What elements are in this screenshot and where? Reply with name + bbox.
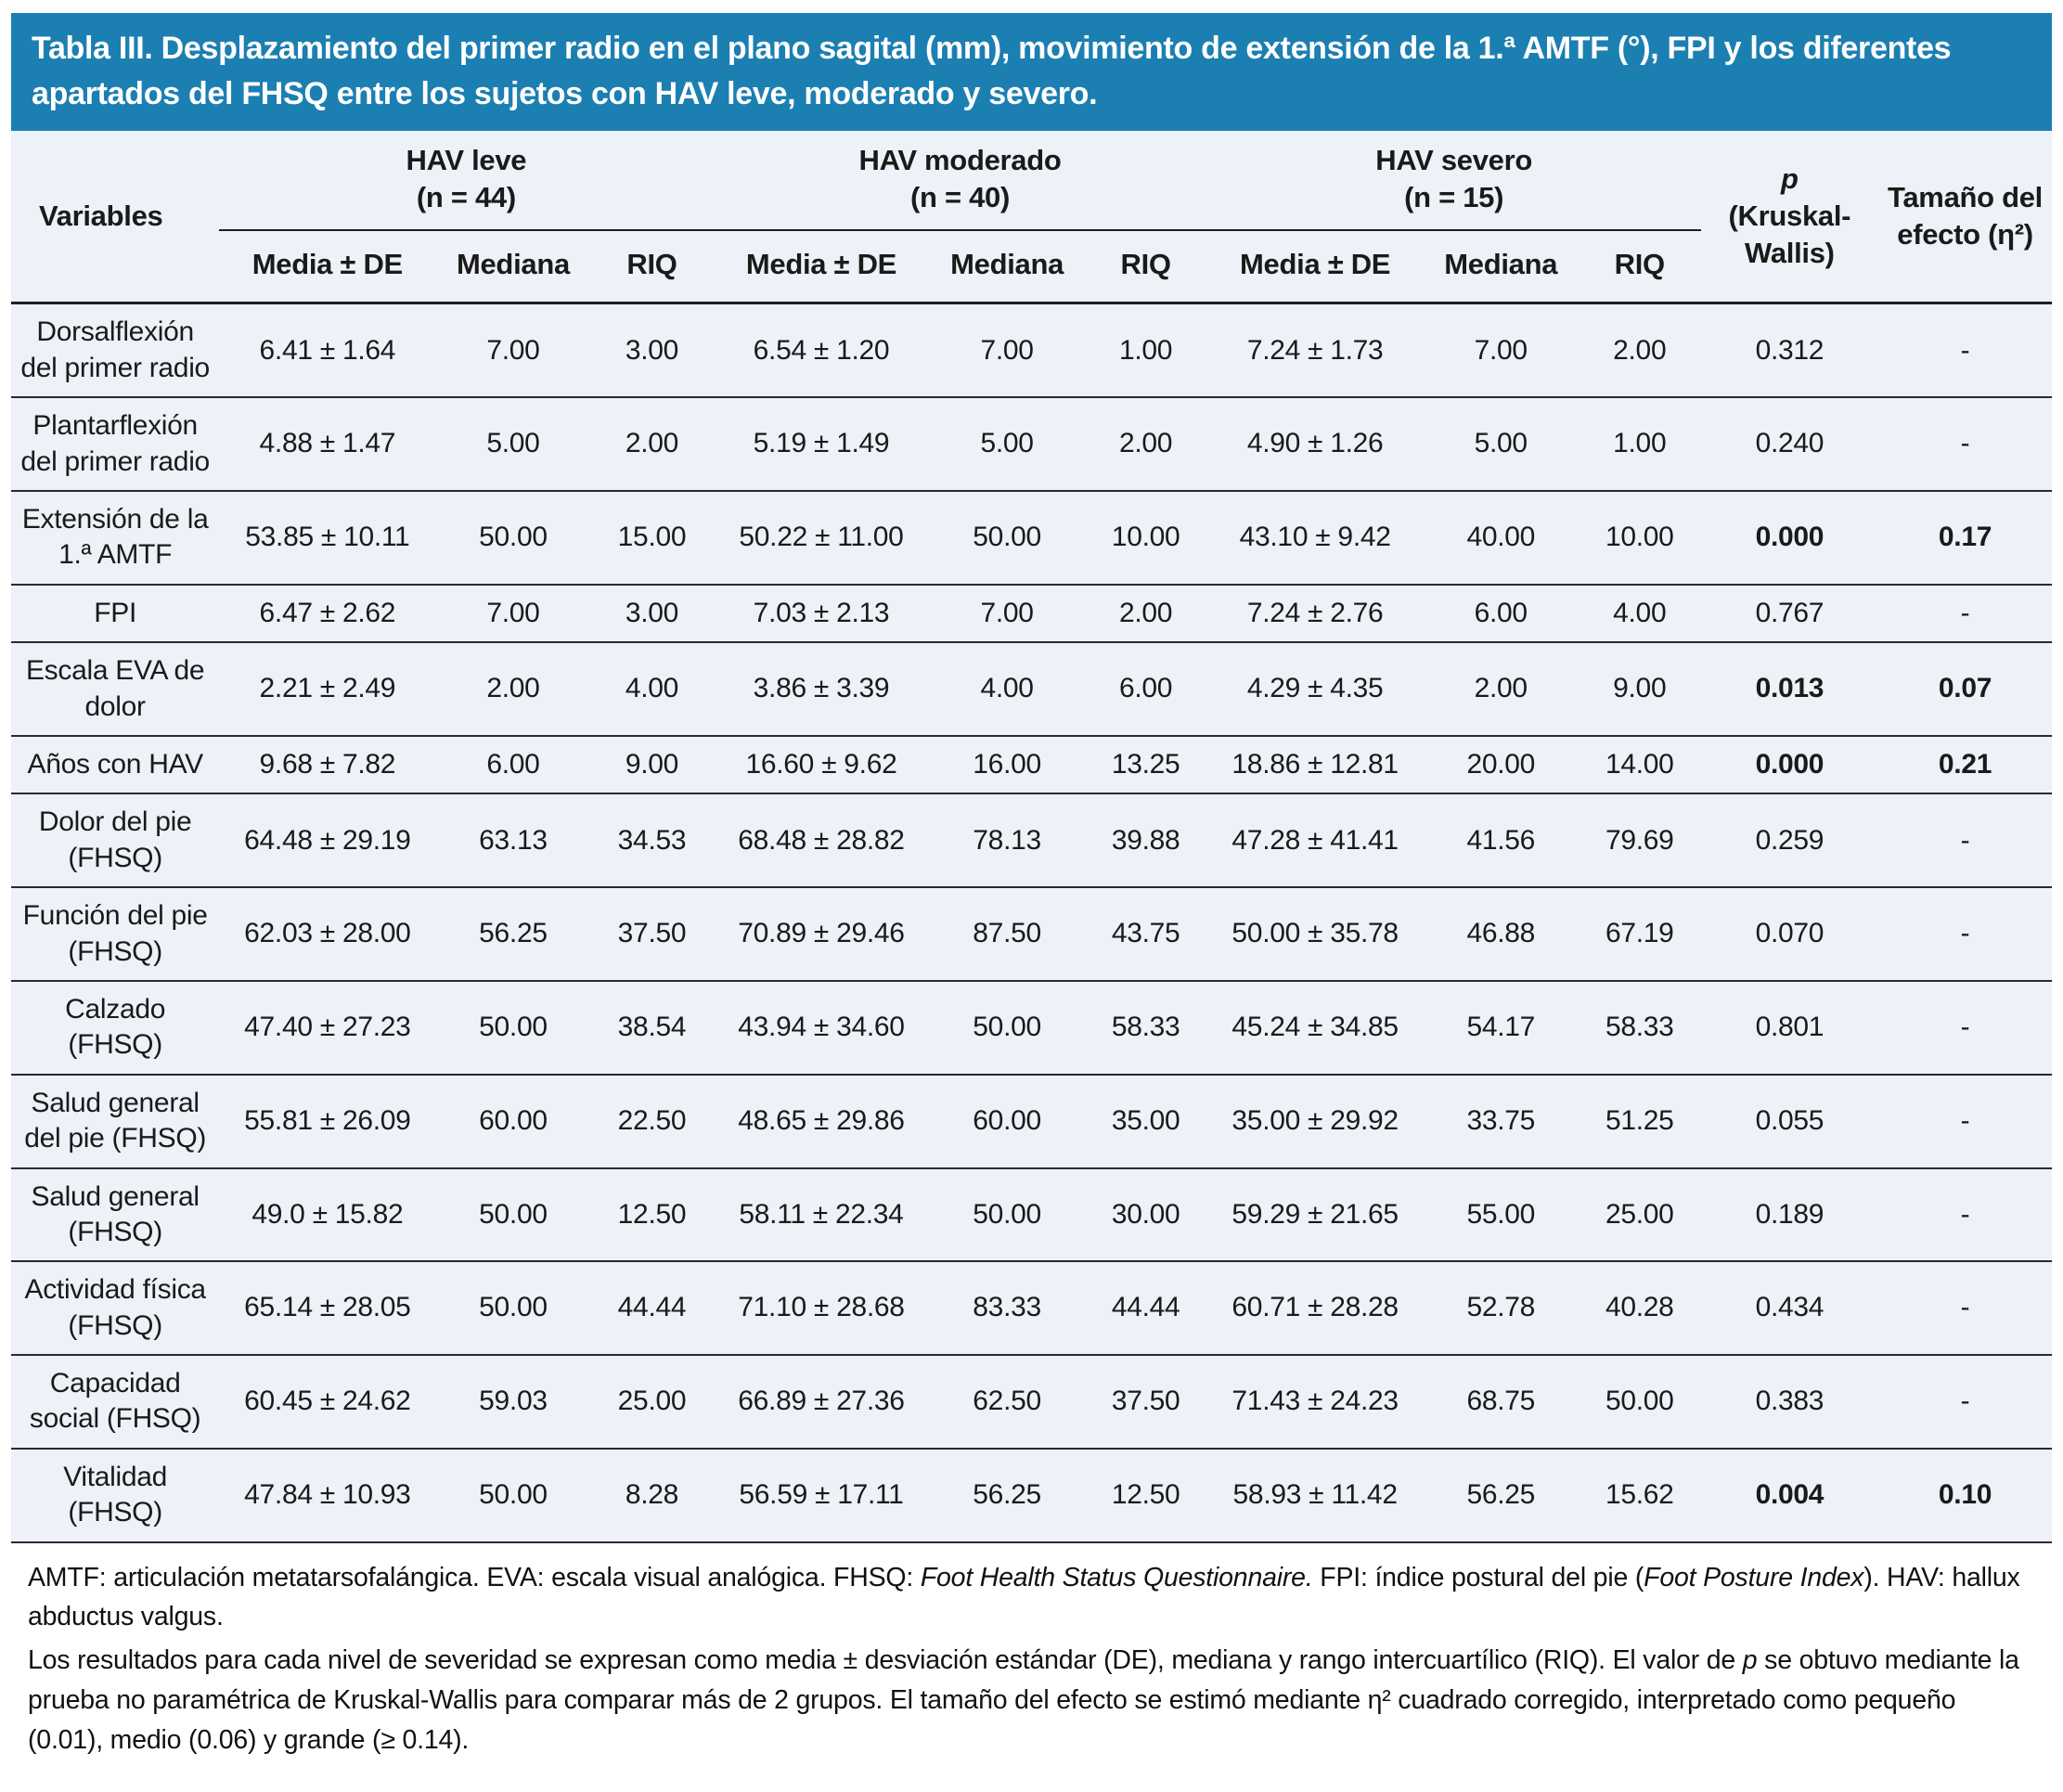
variable-cell: Calzado (FHSQ) xyxy=(11,981,219,1075)
value-cell: 50.22 ± 11.00 xyxy=(713,491,929,585)
value-cell: 50.00 xyxy=(435,981,590,1075)
table-row xyxy=(11,736,2052,793)
value-cell: 70.89 ± 29.46 xyxy=(713,887,929,981)
value-cell: 55.00 xyxy=(1424,1168,1579,1262)
value-cell: 12.50 xyxy=(591,1168,714,1262)
value-cell: 15.62 xyxy=(1579,1449,1701,1542)
table-row xyxy=(11,981,2052,1075)
value-cell: 3.86 ± 3.39 xyxy=(713,642,929,736)
value-cell: 5.00 xyxy=(930,397,1085,491)
p-value-cell: 0.767 xyxy=(1701,585,1878,642)
effect-size-cell: - xyxy=(1878,303,2052,397)
value-cell: 40.28 xyxy=(1579,1261,1701,1355)
effect-size-cell: - xyxy=(1878,397,2052,491)
value-cell: 68.48 ± 28.82 xyxy=(713,793,929,887)
value-cell: 39.88 xyxy=(1085,793,1207,887)
variable-cell: Actividad física (FHSQ) xyxy=(11,1261,219,1355)
value-cell: 6.41 ± 1.64 xyxy=(219,303,435,397)
value-cell: 37.50 xyxy=(1085,1355,1207,1449)
value-cell: 16.60 ± 9.62 xyxy=(713,736,929,793)
value-cell: 71.43 ± 24.23 xyxy=(1207,1355,1424,1449)
group-header-hav-leve xyxy=(219,131,713,231)
value-cell: 58.33 xyxy=(1579,981,1701,1075)
effect-size-cell: 0.07 xyxy=(1878,642,2052,736)
value-cell: 67.19 xyxy=(1579,887,1701,981)
value-cell: 3.00 xyxy=(591,303,714,397)
footnote-segment: FPI: índice postural del pie ( xyxy=(1312,1562,1644,1592)
value-cell: 9.00 xyxy=(1579,642,1701,736)
subheader-riq: RIQ xyxy=(1085,230,1207,303)
value-cell: 10.00 xyxy=(1579,491,1701,585)
value-cell: 50.00 xyxy=(930,981,1085,1075)
p-value-cell: 0.070 xyxy=(1701,887,1878,981)
value-cell: 43.10 ± 9.42 xyxy=(1207,491,1424,585)
value-cell: 6.00 xyxy=(1424,585,1579,642)
value-cell: 71.10 ± 28.68 xyxy=(713,1261,929,1355)
value-cell: 8.28 xyxy=(591,1449,714,1542)
value-cell: 6.47 ± 2.62 xyxy=(219,585,435,642)
value-cell: 48.65 ± 29.86 xyxy=(713,1075,929,1168)
value-cell: 50.00 ± 35.78 xyxy=(1207,887,1424,981)
value-cell: 7.00 xyxy=(930,585,1085,642)
value-cell: 4.00 xyxy=(930,642,1085,736)
table-row xyxy=(11,1449,2052,1542)
value-cell: 35.00 xyxy=(1085,1075,1207,1168)
value-cell: 47.40 ± 27.23 xyxy=(219,981,435,1075)
value-cell: 66.89 ± 27.36 xyxy=(713,1355,929,1449)
value-cell: 6.00 xyxy=(435,736,590,793)
value-cell: 6.54 ± 1.20 xyxy=(713,303,929,397)
table-row xyxy=(11,887,2052,981)
value-cell: 56.59 ± 17.11 xyxy=(713,1449,929,1542)
effect-size-cell: - xyxy=(1878,1355,2052,1449)
value-cell: 13.25 xyxy=(1085,736,1207,793)
value-cell: 4.88 ± 1.47 xyxy=(219,397,435,491)
group-n: (n = 44) xyxy=(416,180,516,213)
effect-size-cell: - xyxy=(1878,1075,2052,1168)
variable-cell: Capacidad social (FHSQ) xyxy=(11,1355,219,1449)
value-cell: 4.90 ± 1.26 xyxy=(1207,397,1424,491)
group-n: (n = 15) xyxy=(1404,180,1504,213)
value-cell: 68.75 xyxy=(1424,1355,1579,1449)
table-row xyxy=(11,1355,2052,1449)
value-cell: 33.75 xyxy=(1424,1075,1579,1168)
value-cell: 41.56 xyxy=(1424,793,1579,887)
variable-cell: Años con HAV xyxy=(11,736,219,793)
p-value-cell: 0.000 xyxy=(1701,736,1878,793)
value-cell: 5.00 xyxy=(435,397,590,491)
variable-cell: Salud general (FHSQ) xyxy=(11,1168,219,1262)
footnote-italic-segment: Foot Health Status Questionnaire. xyxy=(920,1562,1313,1592)
value-cell: 40.00 xyxy=(1424,491,1579,585)
value-cell: 6.00 xyxy=(1085,642,1207,736)
effect-size-cell: 0.10 xyxy=(1878,1449,2052,1542)
value-cell: 47.28 ± 41.41 xyxy=(1207,793,1424,887)
value-cell: 4.00 xyxy=(1579,585,1701,642)
results-table xyxy=(11,131,2052,1543)
value-cell: 2.00 xyxy=(1579,303,1701,397)
value-cell: 5.00 xyxy=(1424,397,1579,491)
value-cell: 18.86 ± 12.81 xyxy=(1207,736,1424,793)
value-cell: 7.00 xyxy=(930,303,1085,397)
value-cell: 50.00 xyxy=(930,491,1085,585)
table-row xyxy=(11,642,2052,736)
value-cell: 55.81 ± 26.09 xyxy=(219,1075,435,1168)
kruskal-wallis-label: (Kruskal-Wallis) xyxy=(1728,199,1851,270)
value-cell: 30.00 xyxy=(1085,1168,1207,1262)
p-value-cell: 0.259 xyxy=(1701,793,1878,887)
p-value-cell: 0.434 xyxy=(1701,1261,1878,1355)
value-cell: 62.03 ± 28.00 xyxy=(219,887,435,981)
value-cell: 60.00 xyxy=(930,1075,1085,1168)
table-title-bar xyxy=(11,13,2052,131)
effect-size-header: Tamaño del efecto (η²) xyxy=(1878,131,2052,303)
table-row xyxy=(11,491,2052,585)
value-cell: 58.11 ± 22.34 xyxy=(713,1168,929,1262)
group-header-hav-moderado xyxy=(713,131,1206,231)
p-value-cell: 0.240 xyxy=(1701,397,1878,491)
value-cell: 63.13 xyxy=(435,793,590,887)
variable-cell: Dolor del pie (FHSQ) xyxy=(11,793,219,887)
value-cell: 34.53 xyxy=(591,793,714,887)
value-cell: 58.93 ± 11.42 xyxy=(1207,1449,1424,1542)
value-cell: 3.00 xyxy=(591,585,714,642)
table-row xyxy=(11,1168,2052,1262)
value-cell: 43.94 ± 34.60 xyxy=(713,981,929,1075)
value-cell: 44.44 xyxy=(591,1261,714,1355)
value-cell: 7.24 ± 1.73 xyxy=(1207,303,1424,397)
value-cell: 54.17 xyxy=(1424,981,1579,1075)
subheader-media-de: Media ± DE xyxy=(713,230,929,303)
effect-size-cell: - xyxy=(1878,1261,2052,1355)
table-title: Tabla III. Desplazamiento del primer radio en el plano sagital (mm), movimiento de extensión de la 1.ª AMTF (°), FPI y los diferentes apartados del FHSQ entre los sujetos con HAV leve, moderado y severo. xyxy=(32,31,1952,112)
table-row xyxy=(11,303,2052,397)
footnote-segment: Los resultados para cada nivel de severidad se expresan como media ± desviación estándar (DE), mediana y rango intercuartílico (RIQ). El valor de xyxy=(28,1645,1743,1676)
value-cell: 9.00 xyxy=(591,736,714,793)
subheader-riq: RIQ xyxy=(591,230,714,303)
p-value-cell: 0.013 xyxy=(1701,642,1878,736)
value-cell: 51.25 xyxy=(1579,1075,1701,1168)
value-cell: 56.25 xyxy=(930,1449,1085,1542)
p-symbol: p xyxy=(1781,161,1799,195)
footnote-segment: ). HAV: hallux abductus valgus. xyxy=(28,1562,2020,1632)
value-cell: 10.00 xyxy=(1085,491,1207,585)
value-cell: 50.00 xyxy=(1579,1355,1701,1449)
p-value-cell: 0.312 xyxy=(1701,303,1878,397)
value-cell: 5.19 ± 1.49 xyxy=(713,397,929,491)
table-row xyxy=(11,397,2052,491)
footnote-segment: AMTF: articulación metatarsofalángica. EVA: escala visual analógica. FHSQ: xyxy=(28,1562,921,1592)
group-header-hav-severo xyxy=(1207,131,1701,231)
table-header xyxy=(11,131,2052,303)
p-value-cell: 0.004 xyxy=(1701,1449,1878,1542)
table-row xyxy=(11,585,2052,642)
value-cell: 35.00 ± 29.92 xyxy=(1207,1075,1424,1168)
footnotes xyxy=(28,1558,2035,1760)
value-cell: 7.03 ± 2.13 xyxy=(713,585,929,642)
group-n: (n = 40) xyxy=(910,180,1010,213)
value-cell: 38.54 xyxy=(591,981,714,1075)
value-cell: 4.00 xyxy=(591,642,714,736)
value-cell: 7.24 ± 2.76 xyxy=(1207,585,1424,642)
value-cell: 1.00 xyxy=(1085,303,1207,397)
value-cell: 45.24 ± 34.85 xyxy=(1207,981,1424,1075)
value-cell: 60.71 ± 28.28 xyxy=(1207,1261,1424,1355)
value-cell: 43.75 xyxy=(1085,887,1207,981)
variable-cell: FPI xyxy=(11,585,219,642)
value-cell: 49.0 ± 15.82 xyxy=(219,1168,435,1262)
subheader-mediana: Mediana xyxy=(930,230,1085,303)
value-cell: 25.00 xyxy=(1579,1168,1701,1262)
value-cell: 58.33 xyxy=(1085,981,1207,1075)
value-cell: 2.00 xyxy=(435,642,590,736)
value-cell: 56.25 xyxy=(1424,1449,1579,1542)
p-value-cell: 0.055 xyxy=(1701,1075,1878,1168)
value-cell: 60.00 xyxy=(435,1075,590,1168)
effect-size-cell: 0.21 xyxy=(1878,736,2052,793)
variable-cell: Extensión de la 1.ª AMTF xyxy=(11,491,219,585)
effect-size-cell: - xyxy=(1878,981,2052,1075)
group-name: HAV moderado xyxy=(858,143,1062,176)
table-row xyxy=(11,1075,2052,1168)
value-cell: 14.00 xyxy=(1579,736,1701,793)
value-cell: 50.00 xyxy=(435,1449,590,1542)
footnote-italic-segment: Foot Posture Index xyxy=(1644,1562,1864,1592)
table-row xyxy=(11,1261,2052,1355)
value-cell: 9.68 ± 7.82 xyxy=(219,736,435,793)
value-cell: 59.29 ± 21.65 xyxy=(1207,1168,1424,1262)
value-cell: 64.48 ± 29.19 xyxy=(219,793,435,887)
p-kruskal-wallis-header xyxy=(1701,131,1878,303)
subheader-media-de: Media ± DE xyxy=(219,230,435,303)
value-cell: 59.03 xyxy=(435,1355,590,1449)
value-cell: 53.85 ± 10.11 xyxy=(219,491,435,585)
effect-size-cell: - xyxy=(1878,585,2052,642)
value-cell: 2.00 xyxy=(591,397,714,491)
variable-cell: Dorsalflexión del primer radio xyxy=(11,303,219,397)
group-name: HAV leve xyxy=(406,143,527,176)
value-cell: 56.25 xyxy=(435,887,590,981)
value-cell: 83.33 xyxy=(930,1261,1085,1355)
value-cell: 12.50 xyxy=(1085,1449,1207,1542)
value-cell: 7.00 xyxy=(435,303,590,397)
footnote-segment: se obtuvo mediante la prueba no paramétrica de Kruskal-Wallis para comparar más de 2 grupos. El tamaño del efecto se estimó mediante η² cuadrado corregido, interpretado como pequeño (0.01), medio (0.06) y grande (≥ 0.14). xyxy=(28,1645,2019,1755)
value-cell: 2.00 xyxy=(1424,642,1579,736)
value-cell: 25.00 xyxy=(591,1355,714,1449)
value-cell: 7.00 xyxy=(435,585,590,642)
value-cell: 46.88 xyxy=(1424,887,1579,981)
p-value-cell: 0.189 xyxy=(1701,1168,1878,1262)
effect-size-cell: - xyxy=(1878,887,2052,981)
value-cell: 1.00 xyxy=(1579,397,1701,491)
effect-size-cell: 0.17 xyxy=(1878,491,2052,585)
value-cell: 50.00 xyxy=(435,491,590,585)
variable-cell: Función del pie (FHSQ) xyxy=(11,887,219,981)
variable-cell: Plantarflexión del primer radio xyxy=(11,397,219,491)
effect-size-cell: - xyxy=(1878,793,2052,887)
group-name: HAV severo xyxy=(1375,143,1533,176)
value-cell: 87.50 xyxy=(930,887,1085,981)
value-cell: 2.00 xyxy=(1085,585,1207,642)
value-cell: 50.00 xyxy=(435,1261,590,1355)
value-cell: 22.50 xyxy=(591,1075,714,1168)
value-cell: 52.78 xyxy=(1424,1261,1579,1355)
value-cell: 79.69 xyxy=(1579,793,1701,887)
value-cell: 78.13 xyxy=(930,793,1085,887)
value-cell: 2.21 ± 2.49 xyxy=(219,642,435,736)
value-cell: 7.00 xyxy=(1424,303,1579,397)
variable-cell: Escala EVA de dolor xyxy=(11,642,219,736)
value-cell: 60.45 ± 24.62 xyxy=(219,1355,435,1449)
effect-size-cell: - xyxy=(1878,1168,2052,1262)
value-cell: 65.14 ± 28.05 xyxy=(219,1261,435,1355)
subheader-riq: RIQ xyxy=(1579,230,1701,303)
value-cell: 50.00 xyxy=(435,1168,590,1262)
footnote-italic-segment: p xyxy=(1742,1645,1758,1676)
value-cell: 47.84 ± 10.93 xyxy=(219,1449,435,1542)
footnote-line xyxy=(28,1558,2035,1638)
value-cell: 50.00 xyxy=(930,1168,1085,1262)
variable-cell: Vitalidad (FHSQ) xyxy=(11,1449,219,1542)
subheader-mediana: Mediana xyxy=(1424,230,1579,303)
value-cell: 44.44 xyxy=(1085,1261,1207,1355)
value-cell: 16.00 xyxy=(930,736,1085,793)
table-body xyxy=(11,303,2052,1542)
variables-header: Variables xyxy=(11,131,219,303)
footnote-line xyxy=(28,1641,2035,1760)
value-cell: 15.00 xyxy=(591,491,714,585)
value-cell: 2.00 xyxy=(1085,397,1207,491)
table-row xyxy=(11,793,2052,887)
value-cell: 62.50 xyxy=(930,1355,1085,1449)
subheader-media-de: Media ± DE xyxy=(1207,230,1424,303)
variable-cell: Salud general del pie (FHSQ) xyxy=(11,1075,219,1168)
p-value-cell: 0.000 xyxy=(1701,491,1878,585)
value-cell: 20.00 xyxy=(1424,736,1579,793)
subheader-mediana: Mediana xyxy=(435,230,590,303)
p-value-cell: 0.801 xyxy=(1701,981,1878,1075)
p-value-cell: 0.383 xyxy=(1701,1355,1878,1449)
value-cell: 37.50 xyxy=(591,887,714,981)
group-header-row xyxy=(11,131,2052,231)
value-cell: 4.29 ± 4.35 xyxy=(1207,642,1424,736)
